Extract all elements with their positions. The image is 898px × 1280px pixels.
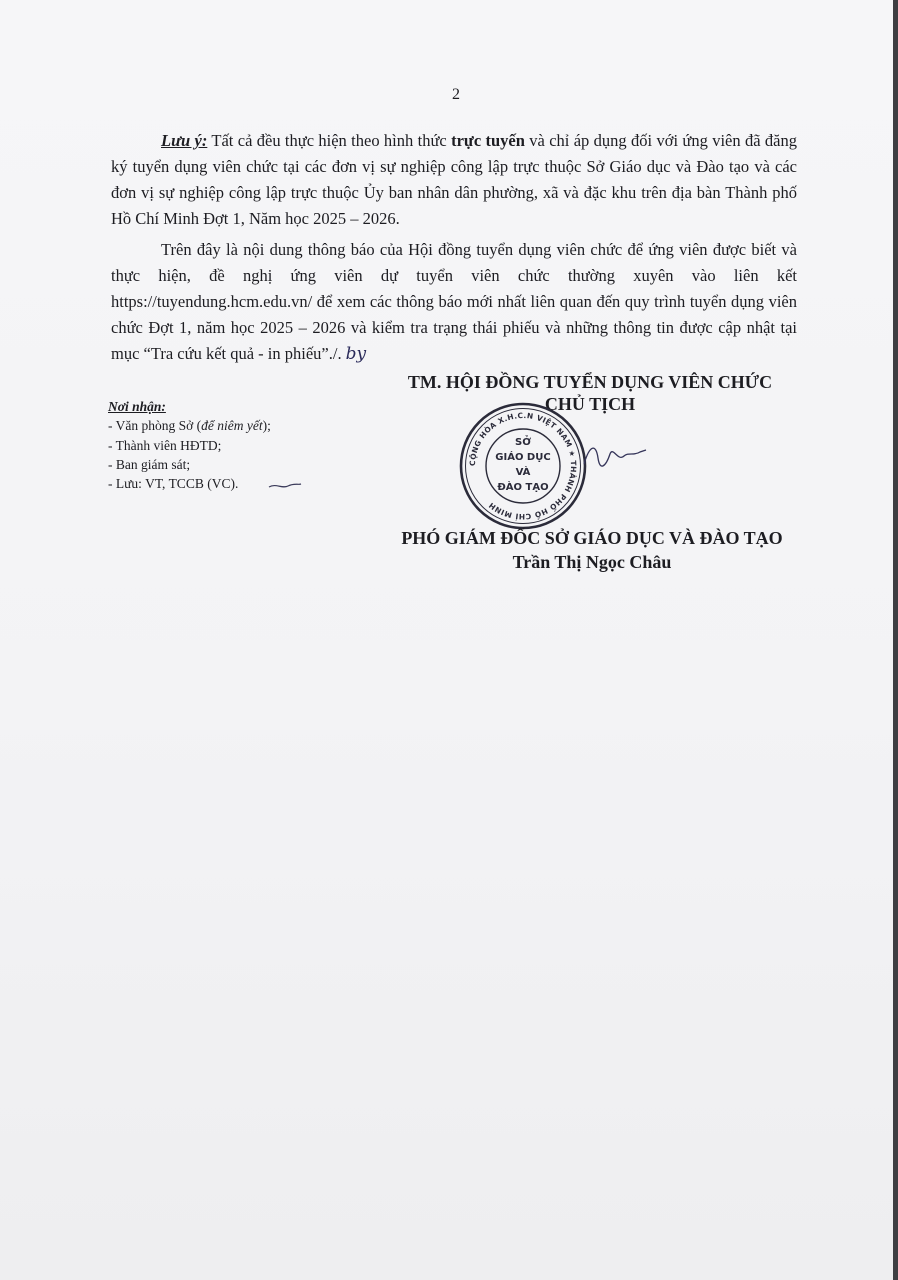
recipients-block [108, 397, 271, 493]
signer-title: PHÓ GIÁM ĐỐC SỞ GIÁO DỤC VÀ ĐÀO TẠO [401, 528, 783, 548]
closing-paragraph [111, 237, 797, 367]
handwritten-signature-icon [580, 436, 650, 476]
official-seal-icon [457, 400, 589, 532]
note-paragraph [111, 128, 797, 232]
recipient-item: - Ban giám sát; [108, 456, 191, 472]
note-bold-text: trực tuyến [451, 131, 525, 150]
closing-text: Trên đây là nội dung thông báo của Hội đồng tuyển dụng viên chức để ứng viên được biết và thực hiện, đề nghị ứng viên dự tuyển viên chức thường xuyên vào liên kết https://tuyendung.hcm.edu.vn/ để xem các thông báo mới nhất liên quan đến quy trình tuyển dụng viên chức Đợt 1, năm học 2025 – 2026 và kiểm tra trạng thái phiếu và những thông tin được cập nhật tại mục “Tra cứu kết quả - in phiếu”./. [111, 240, 797, 363]
initials-mark: by [345, 344, 367, 364]
svg-text:VÀ: VÀ [515, 467, 531, 478]
note-label: Lưu ý: [161, 131, 208, 150]
svg-text:CỘNG HÒA X.H.C.N VIỆT NAM ★ TH: CỘNG HÒA X.H.C.N VIỆT NAM ★ THÀNH PHỐ HỒ CHÍ MINH [467, 410, 579, 522]
svg-text:GIÁO DỤC: GIÁO DỤC [495, 452, 551, 463]
recipient-item: - Lưu: VT, TCCB (VC). [108, 476, 239, 492]
handwritten-mark-icon [268, 478, 302, 492]
svg-text:ĐÀO TẠO: ĐÀO TẠO [497, 482, 549, 493]
recipient-item: - Văn phòng Sở (để niêm yết); [108, 418, 271, 434]
council-title: TM. HỘI ĐỒNG TUYỂN DỤNG VIÊN CHỨC [407, 372, 773, 392]
recipients-heading: Nơi nhận: [108, 399, 166, 414]
page-number: 2 [452, 86, 460, 103]
note-text-after: và chỉ áp dụng đối với ứng viên đã đăng ký tuyển dụng viên chức tại các đơn vị sự nghiệp công lập trực thuộc Sở Giáo dục và Đào tạo và các đơn vị sự nghiệp công lập trực thuộc Ủy ban nhân dân phường, xã và đặc khu trên địa bàn Thành phố Hồ Chí Minh Đợt 1, Năm học 2025 – 2026. [111, 131, 797, 228]
note-text-before: Tất cả đều thực hiện theo hình thức [207, 131, 452, 150]
signer-name: Trần Thị Ngọc Châu [512, 552, 672, 572]
svg-text:SỞ: SỞ [515, 437, 531, 448]
chairman-title: CHỦ TỊCH [544, 394, 636, 414]
recipient-item: - Thành viên HĐTD; [108, 437, 222, 453]
